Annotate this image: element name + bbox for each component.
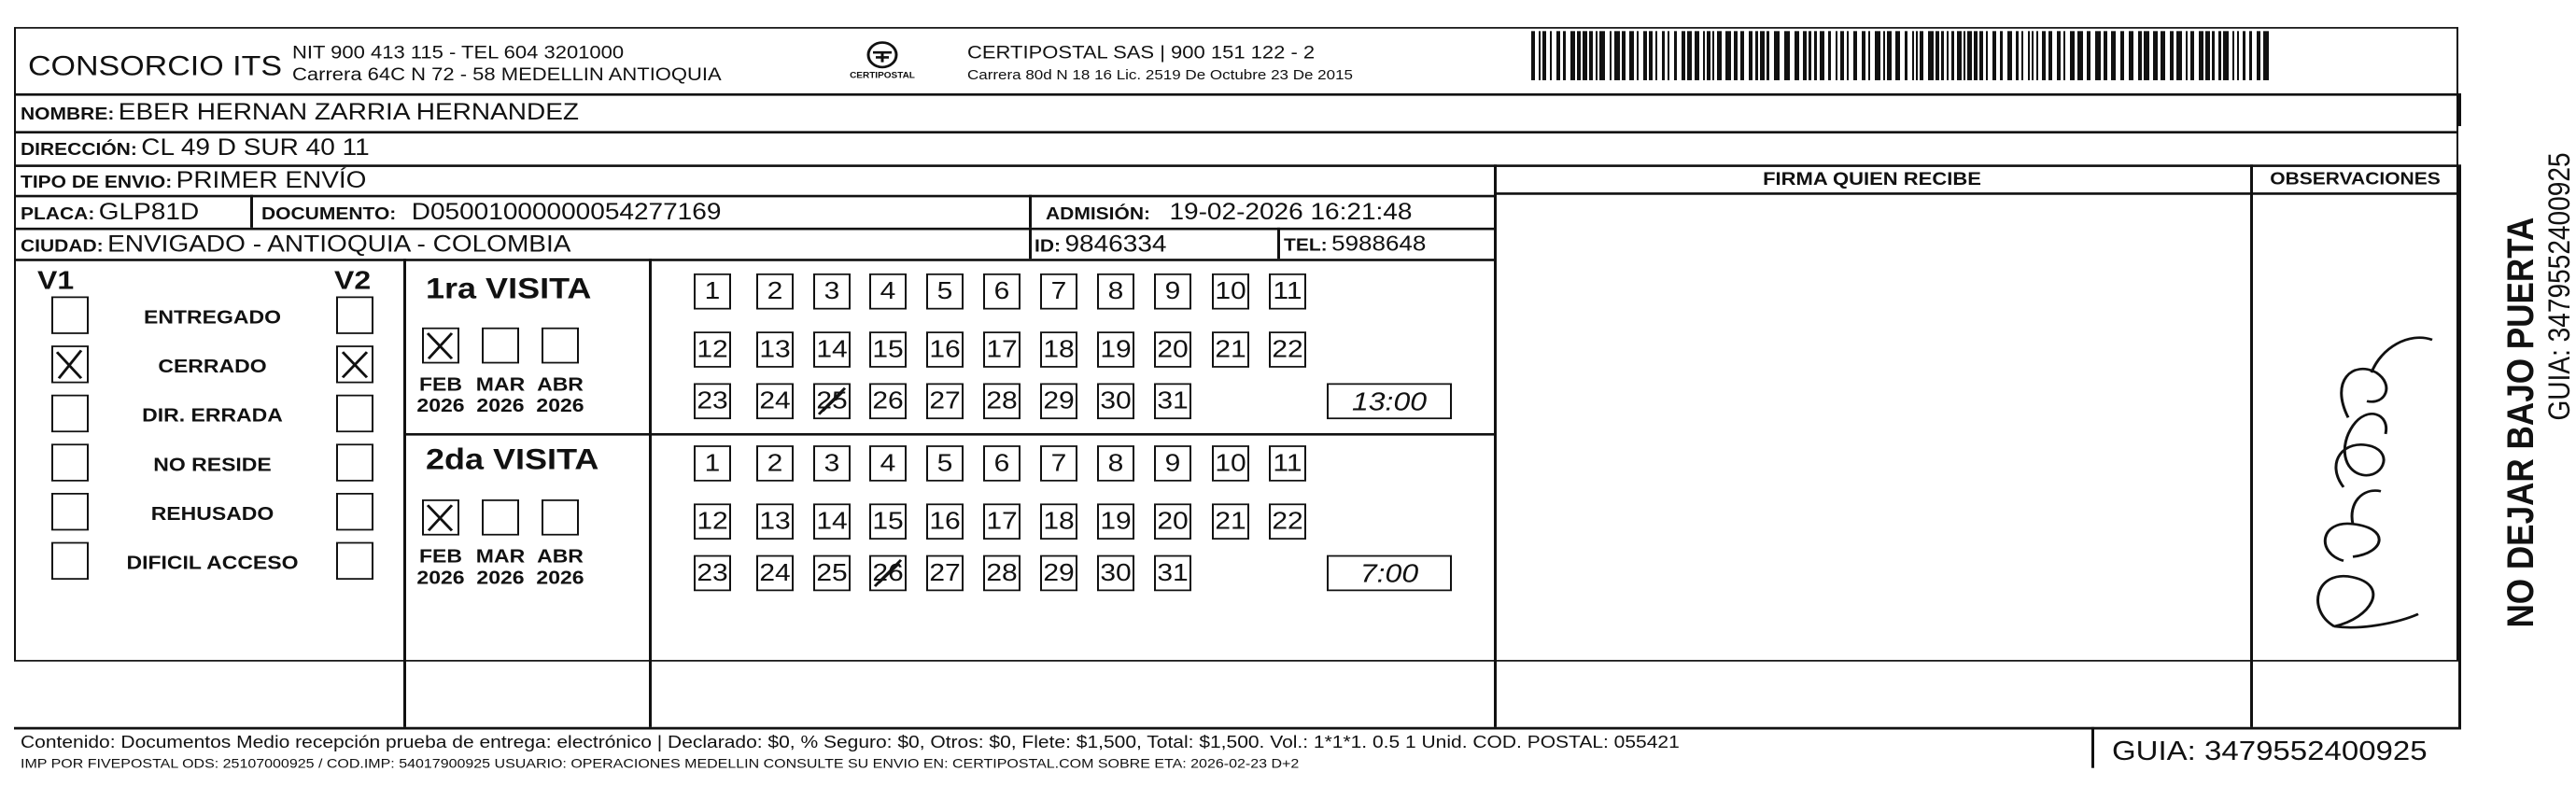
placa-row: PLACA: GLP81D	[21, 199, 200, 225]
barcode-bar	[1622, 31, 1626, 80]
visit2-day-box[interactable]: 14	[813, 503, 851, 540]
barcode-bar	[2190, 31, 2194, 80]
visit2-day-box[interactable]: 30	[1097, 555, 1134, 592]
visit1-month-abr-checkbox[interactable]	[542, 328, 579, 364]
visit2-day-box[interactable]: 13	[756, 503, 794, 540]
barcode-bar	[1774, 31, 1780, 80]
visit2-day-box[interactable]: 21	[1212, 503, 1249, 540]
visit2-day-box[interactable]: 26	[869, 555, 907, 592]
barcode-bar	[1784, 31, 1790, 80]
barcode-bar	[2095, 31, 2101, 80]
barcode-bar	[2120, 31, 2124, 80]
v2-checkbox-cerrado[interactable]	[336, 345, 373, 383]
barcode-bar	[1947, 31, 1949, 80]
barcode-bar	[1655, 31, 1657, 80]
barcode-bar	[2042, 31, 2046, 80]
barcode-bar	[1941, 31, 1944, 80]
barcode-bar	[1610, 31, 1612, 80]
barcode-bar	[2161, 31, 2165, 80]
visit1-month-feb-checkbox[interactable]	[422, 328, 459, 364]
admision-row: ADMISIÓN: 19-02-2026 16:21:48	[1046, 199, 1413, 225]
visit2-time-box[interactable]: 7:00	[1327, 555, 1452, 592]
barcode-bar	[1712, 31, 1714, 80]
barcode-bar	[1951, 31, 1954, 80]
barcode-bar	[1674, 31, 1677, 80]
status-label: DIFICIL ACCESO	[126, 552, 299, 573]
visit1-day-box[interactable]: 7	[1040, 274, 1077, 310]
carrier-name: CERTIPOSTAL SAS | 900 151 122 - 2	[967, 41, 1316, 63]
visit2-title: 2da VISITA	[426, 442, 599, 476]
barcode-bar	[2077, 31, 2083, 80]
barcode-bar	[1542, 31, 1546, 80]
barcode-bar	[1803, 31, 1807, 80]
visit2-day-box[interactable]: 12	[694, 503, 731, 540]
visit1-day-box[interactable]: 26	[869, 383, 907, 419]
barcode-bar	[1734, 31, 1738, 80]
barcode-bar	[2063, 31, 2065, 80]
barcode-bar	[1853, 31, 1857, 80]
barcode-bar	[1986, 31, 1988, 80]
carrier-address: Carrera 80d N 18 16 Lic. 2519 De Octubre 23 De 2015	[967, 66, 1353, 83]
barcode-bar	[2021, 31, 2023, 80]
barcode-bar	[1589, 31, 1593, 80]
barcode-bar	[1920, 31, 1923, 80]
barcode	[1531, 31, 2278, 85]
firma-label: FIRMA QUIEN RECIBE	[1763, 168, 1981, 189]
barcode-bar	[2144, 31, 2149, 80]
barcode-bar	[1883, 31, 1885, 80]
status-label: ENTREGADO	[144, 306, 281, 328]
visit2-day-box[interactable]: 25	[813, 555, 851, 592]
barcode-bar	[2111, 31, 2116, 80]
visit2-day-box[interactable]: 9	[1154, 445, 1191, 482]
barcode-bar	[1703, 31, 1705, 80]
visit1-day-box[interactable]: 9	[1154, 274, 1191, 310]
visit1-day-box[interactable]: 11	[1269, 274, 1306, 310]
visit2-month-abr-checkbox[interactable]	[542, 499, 579, 536]
visit1-day-box[interactable]: 5	[926, 274, 964, 310]
admision-value: 19-02-2026 16:21:48	[1169, 199, 1413, 225]
barcode-bar	[1614, 31, 1620, 80]
barcode-bar	[1916, 31, 1918, 80]
visit1-day-box[interactable]: 21	[1212, 331, 1249, 368]
barcode-bar	[2007, 31, 2012, 80]
barcode-bar	[1687, 31, 1692, 80]
footer-guia: GUIA: 3479552400925	[2112, 735, 2428, 766]
visit1-day-box[interactable]: 30	[1097, 383, 1134, 419]
visit2-day-box[interactable]: 3	[813, 445, 851, 482]
barcode-bar	[1862, 31, 1865, 80]
side-warning: NO DEJAR BAJO PUERTA	[2500, 217, 2541, 628]
barcode-bar	[2257, 31, 2260, 80]
visit2-day-box[interactable]: 6	[983, 445, 1021, 482]
barcode-bar	[2237, 31, 2239, 80]
barcode-bar	[2243, 31, 2245, 80]
v2-label: V2	[334, 265, 372, 295]
visit1-day-box[interactable]: 1	[694, 274, 731, 310]
barcode-bar	[2176, 31, 2182, 80]
barcode-bar	[1531, 31, 1535, 80]
barcode-bar	[2036, 31, 2038, 80]
status-label: DIR. ERRADA	[142, 404, 283, 427]
barcode-bar	[1577, 31, 1581, 80]
barcode-bar	[2218, 31, 2221, 80]
visit1-day-box[interactable]: 23	[694, 383, 731, 419]
barcode-bar	[1570, 31, 1575, 80]
barcode-bar	[1707, 31, 1710, 80]
documento-row: DOCUMENTO: D05001000000054277169	[261, 199, 722, 225]
barcode-bar	[1847, 31, 1849, 80]
barcode-bar	[1840, 31, 1844, 80]
barcode-bar	[1887, 31, 1892, 80]
v1-checkbox-entregado[interactable]	[51, 297, 89, 334]
barcode-bar	[1556, 31, 1560, 80]
visit2-day-box[interactable]: 28	[983, 555, 1021, 592]
company-nit: NIT 900 413 115 - TEL 604 3201000	[292, 41, 625, 63]
side-guia: GUIA: 3479552400925	[2542, 152, 2576, 421]
barcode-bar	[2070, 31, 2075, 80]
barcode-bar	[1695, 31, 1699, 80]
barcode-bar	[1629, 31, 1634, 80]
visit2-day-box[interactable]: 10	[1212, 445, 1249, 482]
visit2-day-box[interactable]: 27	[926, 555, 964, 592]
barcode-bar	[2104, 31, 2107, 80]
barcode-bar	[1682, 31, 1685, 80]
barcode-bar	[2032, 31, 2034, 80]
barcode-bar	[2000, 31, 2003, 80]
visit1-day-box[interactable]: 4	[869, 274, 907, 310]
barcode-bar	[2205, 31, 2210, 80]
visit2-day-box[interactable]: 31	[1154, 555, 1191, 592]
signature	[2278, 283, 2437, 652]
barcode-bar	[2249, 31, 2252, 80]
barcode-bar	[2028, 31, 2030, 80]
visit1-day-box[interactable]: 12	[694, 331, 731, 368]
barcode-bar	[1596, 31, 1598, 80]
visit1-day-box[interactable]: 6	[983, 274, 1021, 310]
barcode-bar	[1992, 31, 1996, 80]
barcode-bar	[2232, 31, 2234, 80]
status-label: NO RESIDE	[153, 453, 272, 475]
visit1-day-box[interactable]: 10	[1212, 274, 1249, 310]
logo-text: CERTIPOSTAL	[850, 71, 915, 80]
direccion-row: DIRECCIÓN: CL 49 D SUR 40 11	[21, 133, 370, 161]
barcode-bar	[1725, 31, 1731, 80]
visit1-month-label: ABR 2026	[536, 372, 584, 416]
barcode-bar	[1905, 31, 1907, 80]
visit2-day-box[interactable]: 22	[1269, 503, 1306, 540]
barcode-bar	[2153, 31, 2158, 80]
barcode-bar	[1599, 31, 1605, 80]
barcode-bar	[1957, 31, 1962, 80]
barcode-bar	[1795, 31, 1799, 80]
visit2-day-box[interactable]: 7	[1040, 445, 1077, 482]
visit1-day-box[interactable]: 3	[813, 274, 851, 310]
barcode-bar	[1814, 31, 1817, 80]
barcode-bar	[1836, 31, 1837, 80]
visit2-day-box[interactable]: 16	[926, 503, 964, 540]
v1-checkbox-rehusado[interactable]	[51, 493, 89, 530]
status-label: REHUSADO	[150, 502, 274, 525]
id-value: 9846334	[1064, 231, 1167, 257]
barcode-bar	[1583, 31, 1587, 80]
v1-checkbox-dir-errada[interactable]	[51, 395, 89, 432]
visit1-day-box[interactable]: 31	[1154, 383, 1191, 419]
visit1-day-box[interactable]: 28	[983, 383, 1021, 419]
visit1-day-box[interactable]: 14	[813, 331, 851, 368]
placa-value: GLP81D	[98, 199, 200, 225]
visit1-day-box[interactable]: 24	[756, 383, 794, 419]
barcode-bar	[1967, 31, 1972, 80]
barcode-bar	[1643, 31, 1647, 80]
visit1-day-box[interactable]: 15	[869, 331, 907, 368]
barcode-bar	[1539, 31, 1541, 80]
footer-line1: Contenido: Documentos Medio recepción prueba de entrega: electrónico | Declarado: $0, % Seguro: $0, Otros: $0, Flete: $1,500, Total: $1,500. Vol.: 1*1*1. 0.5 1 Unid. COD. POSTAL: 055421	[21, 732, 1680, 752]
tel-value: 5988648	[1331, 231, 1427, 256]
barcode-bar	[1868, 31, 1870, 80]
barcode-bar	[1767, 31, 1769, 80]
v1-label: V1	[37, 265, 75, 295]
barcode-bar	[1755, 31, 1758, 80]
visit1-day-box[interactable]: 27	[926, 383, 964, 419]
status-label: CERRADO	[158, 355, 267, 377]
visit2-month-feb-checkbox[interactable]	[422, 499, 459, 536]
visit1-day-box[interactable]: 16	[926, 331, 964, 368]
barcode-bar	[1936, 31, 1939, 80]
visit1-day-box[interactable]: 25	[813, 383, 851, 419]
v2-checkbox-dir-errada[interactable]	[336, 395, 373, 432]
id-row: ID: 9846334	[1035, 231, 1167, 257]
barcode-bar	[1563, 31, 1566, 80]
visit2-day-box[interactable]: 11	[1269, 445, 1306, 482]
barcode-bar	[1928, 31, 1934, 80]
barcode-bar	[1809, 31, 1811, 80]
tipo-row: TIPO DE ENVIO: PRIMER ENVÍO	[21, 166, 367, 193]
observaciones-label: OBSERVACIONES	[2270, 169, 2441, 189]
barcode-bar	[1662, 31, 1665, 80]
footer-line2: IMP POR FIVEPOSTAL ODS: 25107000925 / COD.IMP: 54017900925 USUARIO: OPERACIONES MEDELLIN CONSULTE SU ENVIO EN: CERTIPOSTAL.COM SOBRE ETA: 2026-02-23 D+2	[21, 757, 1300, 772]
barcode-bar	[1979, 31, 1983, 80]
visit1-day-box[interactable]: 29	[1040, 383, 1077, 419]
visit2-day-box[interactable]: 24	[756, 555, 794, 592]
barcode-bar	[1649, 31, 1653, 80]
barcode-bar	[1895, 31, 1900, 80]
ciudad-value: ENVIGADO - ANTIOQUIA - COLOMBIA	[107, 231, 571, 257]
tipo-value: PRIMER ENVÍO	[176, 166, 367, 193]
visit2-day-box[interactable]: 8	[1097, 445, 1134, 482]
visit2-month-label: ABR 2026	[536, 545, 584, 589]
visit1-day-box[interactable]: 20	[1154, 331, 1191, 368]
barcode-bar	[1740, 31, 1744, 80]
v1-checkbox-dificil-acceso[interactable]	[51, 542, 89, 580]
tel-row: TEL: 5988648	[1284, 231, 1427, 256]
visit2-day-box[interactable]: 2	[756, 445, 794, 482]
visit1-day-box[interactable]: 8	[1097, 274, 1134, 310]
barcode-bar	[1828, 31, 1831, 80]
visit2-day-box[interactable]: 5	[926, 445, 964, 482]
visit2-month-label: MAR 2026	[475, 545, 526, 589]
barcode-bar	[2057, 31, 2061, 80]
documento-value: D05001000000054277169	[411, 199, 722, 225]
visit1-day-box[interactable]: 2	[756, 274, 794, 310]
certipostal-logo	[845, 38, 920, 86]
nombre-row: NOMBRE: EBER HERNAN ZARRIA HERNANDEZ	[21, 99, 579, 125]
v2-checkbox-dificil-acceso[interactable]	[336, 542, 373, 580]
barcode-bar	[2170, 31, 2174, 80]
ciudad-row: CIUDAD: ENVIGADO - ANTIOQUIA - COLOMBIA	[21, 231, 571, 257]
visit2-day-box[interactable]: 15	[869, 503, 907, 540]
company-name: CONSORCIO ITS	[28, 50, 283, 82]
nombre-value: EBER HERNAN ZARRIA HERNANDEZ	[118, 99, 579, 125]
barcode-bar	[2048, 31, 2052, 80]
barcode-bar	[1760, 31, 1765, 80]
barcode-bar	[1668, 31, 1669, 80]
visit1-day-box[interactable]: 19	[1097, 331, 1134, 368]
barcode-bar	[2199, 31, 2203, 80]
barcode-bar	[1875, 31, 1880, 80]
company-address: Carrera 64C N 72 - 58 MEDELLIN ANTIOQUIA	[292, 63, 722, 85]
barcode-bar	[1974, 31, 1978, 80]
visit1-day-box[interactable]: 13	[756, 331, 794, 368]
barcode-bar	[2212, 31, 2215, 80]
visit1-time-box[interactable]: 13:00	[1327, 383, 1452, 419]
visit2-month-mar-checkbox[interactable]	[482, 499, 519, 536]
barcode-bar	[1912, 31, 1914, 80]
barcode-bar	[2129, 31, 2133, 80]
visit2-day-box[interactable]: 1	[694, 445, 731, 482]
visit2-day-box[interactable]: 18	[1040, 503, 1077, 540]
v2-checkbox-rehusado[interactable]	[336, 493, 373, 530]
barcode-bar	[1637, 31, 1639, 80]
v1-checkbox-cerrado[interactable]	[51, 345, 89, 383]
barcode-bar	[2016, 31, 2019, 80]
barcode-bar	[2263, 31, 2269, 80]
visit1-month-label: FEB 2026	[416, 372, 465, 416]
visit1-month-label: MAR 2026	[475, 372, 526, 416]
v2-checkbox-no-reside[interactable]	[336, 443, 373, 481]
barcode-bar	[1749, 31, 1753, 80]
visit2-day-box[interactable]: 4	[869, 445, 907, 482]
barcode-bar	[1550, 31, 1552, 80]
visit1-title: 1ra VISITA	[426, 271, 592, 305]
visit2-day-box[interactable]: 29	[1040, 555, 1077, 592]
barcode-bar	[2138, 31, 2142, 80]
barcode-bar	[1964, 31, 1965, 80]
barcode-bar	[1820, 31, 1824, 80]
visit2-month-label: FEB 2026	[416, 545, 465, 589]
visit2-day-box[interactable]: 17	[983, 503, 1021, 540]
v1-checkbox-no-reside[interactable]	[51, 443, 89, 481]
barcode-bar	[2087, 31, 2090, 80]
barcode-bar	[2186, 31, 2188, 80]
direccion-value: CL 49 D SUR 40 11	[141, 133, 370, 161]
visit1-day-box[interactable]: 22	[1269, 331, 1306, 368]
visit2-day-box[interactable]: 23	[694, 555, 731, 592]
visit1-month-mar-checkbox[interactable]	[482, 328, 519, 364]
barcode-bar	[1717, 31, 1722, 80]
barcode-bar	[2223, 31, 2229, 80]
visit1-day-box[interactable]: 17	[983, 331, 1021, 368]
visit1-day-box[interactable]: 18	[1040, 331, 1077, 368]
visit2-day-box[interactable]: 20	[1154, 503, 1191, 540]
visit2-day-box[interactable]: 19	[1097, 503, 1134, 540]
v2-checkbox-entregado[interactable]	[336, 297, 373, 334]
